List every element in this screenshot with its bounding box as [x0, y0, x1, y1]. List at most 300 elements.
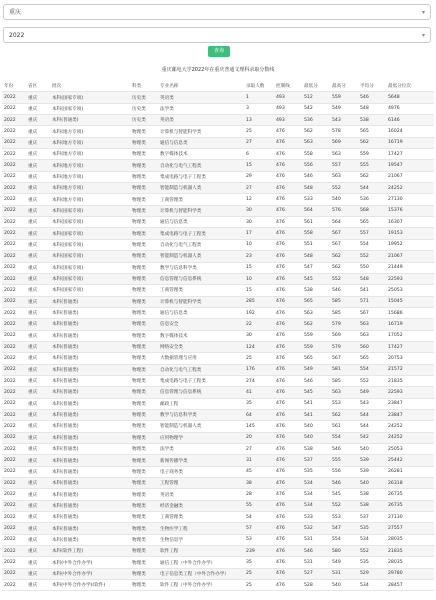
cell-batch: 本科(普通类) — [50, 375, 130, 386]
cell-category: 物理类 — [130, 341, 158, 352]
table-row — [2, 194, 434, 205]
cell-min-score: 536 — [302, 115, 330, 126]
cell-batch: 本科(国家专项) — [50, 262, 130, 273]
cell-enrolled: 27 — [244, 183, 274, 194]
cell-batch: 本科(地方专项) — [50, 194, 130, 205]
cell-batch: 本科(国家专项) — [50, 251, 130, 262]
cell-batch: 本科(国家专项) — [50, 92, 130, 103]
cell-province: 重庆 — [26, 285, 50, 296]
cell-min-rank: 6146 — [386, 115, 434, 126]
cell-max-score: 553 — [330, 398, 358, 409]
cell-min-rank: 15376 — [386, 205, 434, 216]
cell-avg-score: 548 — [358, 273, 386, 284]
cell-category: 物理类 — [130, 262, 158, 273]
cell-max-score: 549 — [330, 557, 358, 568]
cell-min-rank: 5648 — [386, 92, 434, 103]
cell-province: 重庆 — [26, 375, 50, 386]
cell-control-line: 476 — [274, 183, 302, 194]
cell-category: 物理类 — [130, 353, 158, 364]
cell-category: 物理类 — [130, 398, 158, 409]
cell-province: 重庆 — [26, 319, 50, 330]
cell-max-score: 546 — [330, 285, 358, 296]
table-row — [2, 546, 434, 557]
cell-min-score: 548 — [302, 251, 330, 262]
cell-batch: 本科(地方专项) — [50, 183, 130, 194]
cell-min-score: 549 — [302, 364, 330, 375]
cell-avg-score: 568 — [358, 205, 386, 216]
cell-min-score: 538 — [302, 285, 330, 296]
cell-control-line: 493 — [274, 103, 302, 114]
cell-enrolled: 31 — [244, 455, 274, 466]
cell-control-line: 476 — [274, 273, 302, 284]
cell-min-rank: 29780 — [386, 568, 434, 579]
cell-max-score: 546 — [330, 478, 358, 489]
cell-max-score: 580 — [330, 546, 358, 557]
cell-min-score: 558 — [302, 228, 330, 239]
cell-batch: 本科(国家专项) — [50, 217, 130, 228]
cell-batch: 本科(普通类) — [50, 455, 130, 466]
cell-max-score: 569 — [330, 137, 358, 148]
cell-max-score: 552 — [330, 183, 358, 194]
cell-category: 物理类 — [130, 319, 158, 330]
cell-enrolled: 20 — [244, 432, 274, 443]
cell-min-score: 546 — [302, 375, 330, 386]
cell-year: 2022 — [2, 217, 26, 228]
cell-min-rank: 24252 — [386, 432, 434, 443]
cell-major: 智能制造与机器人类 — [158, 421, 244, 432]
cell-year: 2022 — [2, 149, 26, 160]
table-row — [2, 364, 434, 375]
cell-max-score: 563 — [330, 171, 358, 182]
cell-max-score: 559 — [330, 92, 358, 103]
cell-major: 通信与信息类 — [158, 137, 244, 148]
cell-min-score: 562 — [302, 126, 330, 137]
cell-province: 重庆 — [26, 296, 50, 307]
cell-control-line: 476 — [274, 546, 302, 557]
header-year: 年份 — [4, 84, 14, 90]
cell-province: 重庆 — [26, 115, 50, 126]
cell-min-rank: 26735 — [386, 500, 434, 511]
cell-year: 2022 — [2, 512, 26, 523]
cell-province: 重庆 — [26, 398, 50, 409]
cell-enrolled: 30 — [244, 205, 274, 216]
cell-batch: 本科(普通类) — [50, 330, 130, 341]
cell-avg-score: 552 — [358, 546, 386, 557]
cell-province: 重庆 — [26, 546, 50, 557]
cell-min-score: 534 — [302, 489, 330, 500]
cell-batch: 本科(普通类) — [50, 534, 130, 545]
cell-province: 重庆 — [26, 103, 50, 114]
province-select-value: 重庆 — [9, 9, 22, 16]
table-row — [2, 137, 434, 148]
cell-min-score: 546 — [302, 171, 330, 182]
cell-category: 物理类 — [130, 228, 158, 239]
cell-max-score: 567 — [330, 228, 358, 239]
cell-year: 2022 — [2, 489, 26, 500]
cell-avg-score: 552 — [358, 251, 386, 262]
cell-category: 物理类 — [130, 217, 158, 228]
query-button[interactable]: 查询 — [208, 46, 230, 57]
cell-category: 物理类 — [130, 149, 158, 160]
cell-major: 大数据管理与应用 — [158, 353, 244, 364]
cell-min-rank: 28035 — [386, 557, 434, 568]
cell-year: 2022 — [2, 273, 26, 284]
table-row — [2, 103, 434, 114]
cell-control-line: 476 — [274, 137, 302, 148]
cell-min-score: 537 — [302, 455, 330, 466]
cell-year: 2022 — [2, 341, 26, 352]
cell-year: 2022 — [2, 557, 26, 568]
table-row — [2, 273, 434, 284]
cell-min-score: 541 — [302, 398, 330, 409]
table-row — [2, 409, 434, 420]
cell-max-score: 540 — [330, 194, 358, 205]
cell-province: 重庆 — [26, 432, 50, 443]
cell-min-rank: 17052 — [386, 330, 434, 341]
cell-enrolled: 25 — [244, 568, 274, 579]
cell-category: 物理类 — [130, 171, 158, 182]
cell-batch: 本科(中外合作办学)(软件) — [50, 580, 130, 591]
cell-min-score: 533 — [302, 194, 330, 205]
cell-province: 重庆 — [26, 160, 50, 171]
cell-control-line: 476 — [274, 489, 302, 500]
cell-province: 重庆 — [26, 557, 50, 568]
cell-enrolled: 27 — [244, 444, 274, 455]
header-min-rank: 最低分位次 — [388, 84, 411, 90]
cell-major: 网络安全类 — [158, 341, 244, 352]
cell-avg-score: 542 — [358, 432, 386, 443]
cell-category: 物理类 — [130, 205, 158, 216]
cell-year: 2022 — [2, 568, 26, 579]
cell-control-line: 476 — [274, 296, 302, 307]
cell-control-line: 476 — [274, 307, 302, 318]
table-row — [2, 307, 434, 318]
cell-max-score: 567 — [330, 239, 358, 250]
cell-max-score: 554 — [330, 534, 358, 545]
cell-max-score: 563 — [330, 387, 358, 398]
cell-max-score: 540 — [330, 580, 358, 591]
table-row — [2, 375, 434, 386]
cell-category: 物理类 — [130, 444, 158, 455]
cell-control-line: 476 — [274, 421, 302, 432]
cell-category: 物理类 — [130, 432, 158, 443]
cell-enrolled: 12 — [244, 194, 274, 205]
cell-max-score: 562 — [330, 251, 358, 262]
cell-province: 重庆 — [26, 239, 50, 250]
cell-major: 数字媒体技术 — [158, 149, 244, 160]
cell-year: 2022 — [2, 353, 26, 364]
cell-avg-score: 541 — [358, 285, 386, 296]
cell-avg-score: 554 — [358, 364, 386, 375]
cell-enrolled: 274 — [244, 375, 274, 386]
cell-min-rank: 25053 — [386, 444, 434, 455]
cell-min-rank: 21835 — [386, 375, 434, 386]
cell-min-rank: 22593 — [386, 273, 434, 284]
cell-category: 物理类 — [130, 387, 158, 398]
cell-category: 历史类 — [130, 115, 158, 126]
cell-enrolled: 192 — [244, 307, 274, 318]
cell-year: 2022 — [2, 387, 26, 398]
cell-enrolled: 22 — [244, 319, 274, 330]
cell-province: 重庆 — [26, 171, 50, 182]
cell-min-rank: 28457 — [386, 580, 434, 591]
cell-control-line: 476 — [274, 239, 302, 250]
cell-min-score: 531 — [302, 534, 330, 545]
cell-batch: 本科(国家专项) — [50, 228, 130, 239]
cell-min-score: 512 — [302, 92, 330, 103]
cell-enrolled: 23 — [244, 251, 274, 262]
cell-min-score: 546 — [302, 546, 330, 557]
cell-min-score: 535 — [302, 466, 330, 477]
cell-min-score: 563 — [302, 307, 330, 318]
cell-max-score: 557 — [330, 160, 358, 171]
cell-year: 2022 — [2, 409, 26, 420]
cell-province: 重庆 — [26, 364, 50, 375]
cell-major: 自动化与电气工程类 — [158, 239, 244, 250]
cell-min-rank: 25053 — [386, 285, 434, 296]
cell-enrolled: 27 — [244, 137, 274, 148]
table-row — [2, 478, 434, 489]
cell-avg-score: 538 — [358, 489, 386, 500]
cell-category: 物理类 — [130, 546, 158, 557]
cell-category: 物理类 — [130, 500, 158, 511]
cell-province: 重庆 — [26, 478, 50, 489]
header-batch: 批次 — [52, 84, 62, 90]
table-row — [2, 455, 434, 466]
cell-major: 工商管理类 — [158, 512, 244, 523]
cell-batch: 本科(地方专项) — [50, 171, 130, 182]
cell-year: 2022 — [2, 171, 26, 182]
cell-avg-score: 536 — [358, 194, 386, 205]
cell-enrolled: 25 — [244, 580, 274, 591]
cell-enrolled: 15 — [244, 262, 274, 273]
cell-batch: 本科(中外合作办学) — [50, 557, 130, 568]
header-min-score: 最低分 — [304, 84, 318, 90]
cell-year: 2022 — [2, 239, 26, 250]
cell-max-score: 556 — [330, 466, 358, 477]
cell-year: 2022 — [2, 319, 26, 330]
cell-control-line: 476 — [274, 171, 302, 182]
cell-min-rank: 28035 — [386, 534, 434, 545]
cell-min-score: 562 — [302, 319, 330, 330]
cell-enrolled: 15 — [244, 285, 274, 296]
cell-major: 通信与信息类 — [158, 217, 244, 228]
table-row — [2, 251, 434, 262]
cell-max-score: 563 — [330, 149, 358, 160]
cell-category: 物理类 — [130, 409, 158, 420]
cell-enrolled: 285 — [244, 296, 274, 307]
cell-major: 生物信息学 — [158, 534, 244, 545]
cell-min-score: 547 — [302, 262, 330, 273]
cell-min-rank: 27130 — [386, 194, 434, 205]
province-select[interactable] — [3, 4, 431, 20]
cell-major: 通信工程（中外合作办学） — [158, 557, 244, 568]
cell-avg-score: 540 — [358, 478, 386, 489]
cell-min-rank: 24252 — [386, 183, 434, 194]
cell-avg-score: 534 — [358, 534, 386, 545]
cell-batch: 本科(国家专项) — [50, 103, 130, 114]
year-select[interactable] — [3, 27, 431, 43]
cell-batch: 本科(普通类) — [50, 387, 130, 398]
cell-batch: 本科(普通类) — [50, 409, 130, 420]
cell-control-line: 476 — [274, 455, 302, 466]
cell-max-score: 546 — [330, 444, 358, 455]
cell-avg-score: 571 — [358, 296, 386, 307]
table-row — [2, 512, 434, 523]
cell-batch: 本科(普通类) — [50, 512, 130, 523]
cell-category: 物理类 — [130, 273, 158, 284]
cell-province: 重庆 — [26, 273, 50, 284]
chevron-down-icon: ▾ — [421, 32, 425, 39]
cell-control-line: 476 — [274, 398, 302, 409]
cell-avg-score: 563 — [358, 330, 386, 341]
cell-min-score: 545 — [302, 387, 330, 398]
cell-major: 集成电路与电子工程类 — [158, 171, 244, 182]
table-row — [2, 523, 434, 534]
cell-control-line: 476 — [274, 228, 302, 239]
cell-min-rank: 16719 — [386, 137, 434, 148]
cell-year: 2022 — [2, 444, 26, 455]
cell-year: 2022 — [2, 523, 26, 534]
cell-province: 重庆 — [26, 523, 50, 534]
cell-avg-score: 557 — [358, 228, 386, 239]
cell-max-score: 585 — [330, 296, 358, 307]
cell-year: 2022 — [2, 500, 26, 511]
table-row — [2, 205, 434, 216]
cell-enrolled: 35 — [244, 557, 274, 568]
cell-enrolled: 15 — [244, 160, 274, 171]
cell-control-line: 476 — [274, 364, 302, 375]
cell-batch: 本科(普通类) — [50, 353, 130, 364]
cell-max-score: 549 — [330, 103, 358, 114]
table-header-row — [2, 81, 434, 92]
table-row — [2, 466, 434, 477]
cell-enrolled: 53 — [244, 534, 274, 545]
table-row — [2, 296, 434, 307]
cell-category: 物理类 — [130, 296, 158, 307]
cell-min-rank: 19153 — [386, 228, 434, 239]
table-row — [2, 183, 434, 194]
cell-batch: 本科(普通类) — [50, 523, 130, 534]
cell-control-line: 476 — [274, 512, 302, 523]
cell-min-score: 551 — [302, 239, 330, 250]
cell-batch: 本科(中外合作办学) — [50, 568, 130, 579]
cell-major: 电子信息类工程（中外合作办学） — [158, 568, 244, 579]
cell-min-rank: 21572 — [386, 364, 434, 375]
table-row — [2, 285, 434, 296]
cell-year: 2022 — [2, 251, 26, 262]
cell-province: 重庆 — [26, 228, 50, 239]
cell-avg-score: 549 — [358, 387, 386, 398]
cell-year: 2022 — [2, 115, 26, 126]
cell-category: 物理类 — [130, 421, 158, 432]
cell-enrolled: 57 — [244, 523, 274, 534]
cell-major: 集成电路与电子工程类 — [158, 228, 244, 239]
score-table — [2, 81, 434, 591]
cell-province: 重庆 — [26, 330, 50, 341]
cell-batch: 本科(普通类) — [50, 307, 130, 318]
cell-province: 重庆 — [26, 568, 50, 579]
cell-control-line: 476 — [274, 251, 302, 262]
cell-min-score: 531 — [302, 557, 330, 568]
cell-major: 英语类 — [158, 92, 244, 103]
cell-enrolled: 45 — [244, 466, 274, 477]
cell-major: 自动化与电气工程类 — [158, 160, 244, 171]
cell-year: 2022 — [2, 262, 26, 273]
cell-major: 自动化与电气工程类 — [158, 364, 244, 375]
cell-province: 重庆 — [26, 387, 50, 398]
cell-avg-score: 555 — [358, 160, 386, 171]
cell-min-score: 563 — [302, 137, 330, 148]
cell-province: 重庆 — [26, 217, 50, 228]
cell-major: 数学与信息科学类 — [158, 262, 244, 273]
cell-batch: 本科(普通类) — [50, 489, 130, 500]
cell-major: 软件工程 — [158, 546, 244, 557]
cell-major: 邮政工程 — [158, 398, 244, 409]
cell-min-rank: 16719 — [386, 319, 434, 330]
cell-control-line: 476 — [274, 387, 302, 398]
cell-major: 信息安全 — [158, 319, 244, 330]
cell-year: 2022 — [2, 455, 26, 466]
cell-max-score: 531 — [330, 568, 358, 579]
cell-enrolled: 17 — [244, 228, 274, 239]
cell-avg-score: 535 — [358, 523, 386, 534]
cell-major: 计算机与智能科学类 — [158, 205, 244, 216]
cell-control-line: 476 — [274, 478, 302, 489]
cell-min-score: 528 — [302, 580, 330, 591]
cell-category: 物理类 — [130, 478, 158, 489]
cell-min-score: 565 — [302, 353, 330, 364]
cell-enrolled: 38 — [244, 478, 274, 489]
cell-province: 重庆 — [26, 421, 50, 432]
cell-avg-score: 529 — [358, 568, 386, 579]
table-row — [2, 319, 434, 330]
cell-avg-score: 544 — [358, 421, 386, 432]
cell-control-line: 476 — [274, 205, 302, 216]
cell-avg-score: 548 — [358, 103, 386, 114]
cell-control-line: 476 — [274, 523, 302, 534]
cell-year: 2022 — [2, 228, 26, 239]
cell-control-line: 493 — [274, 92, 302, 103]
cell-year: 2022 — [2, 432, 26, 443]
cell-year: 2022 — [2, 534, 26, 545]
cell-min-score: 538 — [302, 444, 330, 455]
cell-enrolled: 124 — [244, 341, 274, 352]
cell-major: 法学类 — [158, 444, 244, 455]
cell-category: 物理类 — [130, 557, 158, 568]
table-row — [2, 239, 434, 250]
cell-batch: 本科(普通类) — [50, 364, 130, 375]
header-avg-score: 平均分 — [360, 84, 374, 90]
cell-avg-score: 544 — [358, 183, 386, 194]
cell-max-score: 555 — [330, 455, 358, 466]
cell-province: 重庆 — [26, 500, 50, 511]
cell-major: 工商管理类 — [158, 194, 244, 205]
cell-max-score: 552 — [330, 273, 358, 284]
cell-max-score: 585 — [330, 307, 358, 318]
cell-min-score: 559 — [302, 330, 330, 341]
cell-control-line: 476 — [274, 319, 302, 330]
cell-enrolled: 1 — [244, 92, 274, 103]
cell-control-line: 476 — [274, 149, 302, 160]
cell-control-line: 476 — [274, 466, 302, 477]
cell-control-line: 476 — [274, 262, 302, 273]
cell-max-score: 561 — [330, 421, 358, 432]
cell-min-score: 534 — [302, 500, 330, 511]
cell-province: 重庆 — [26, 489, 50, 500]
cell-min-score: 540 — [302, 432, 330, 443]
cell-batch: 本科(国家专项) — [50, 285, 130, 296]
